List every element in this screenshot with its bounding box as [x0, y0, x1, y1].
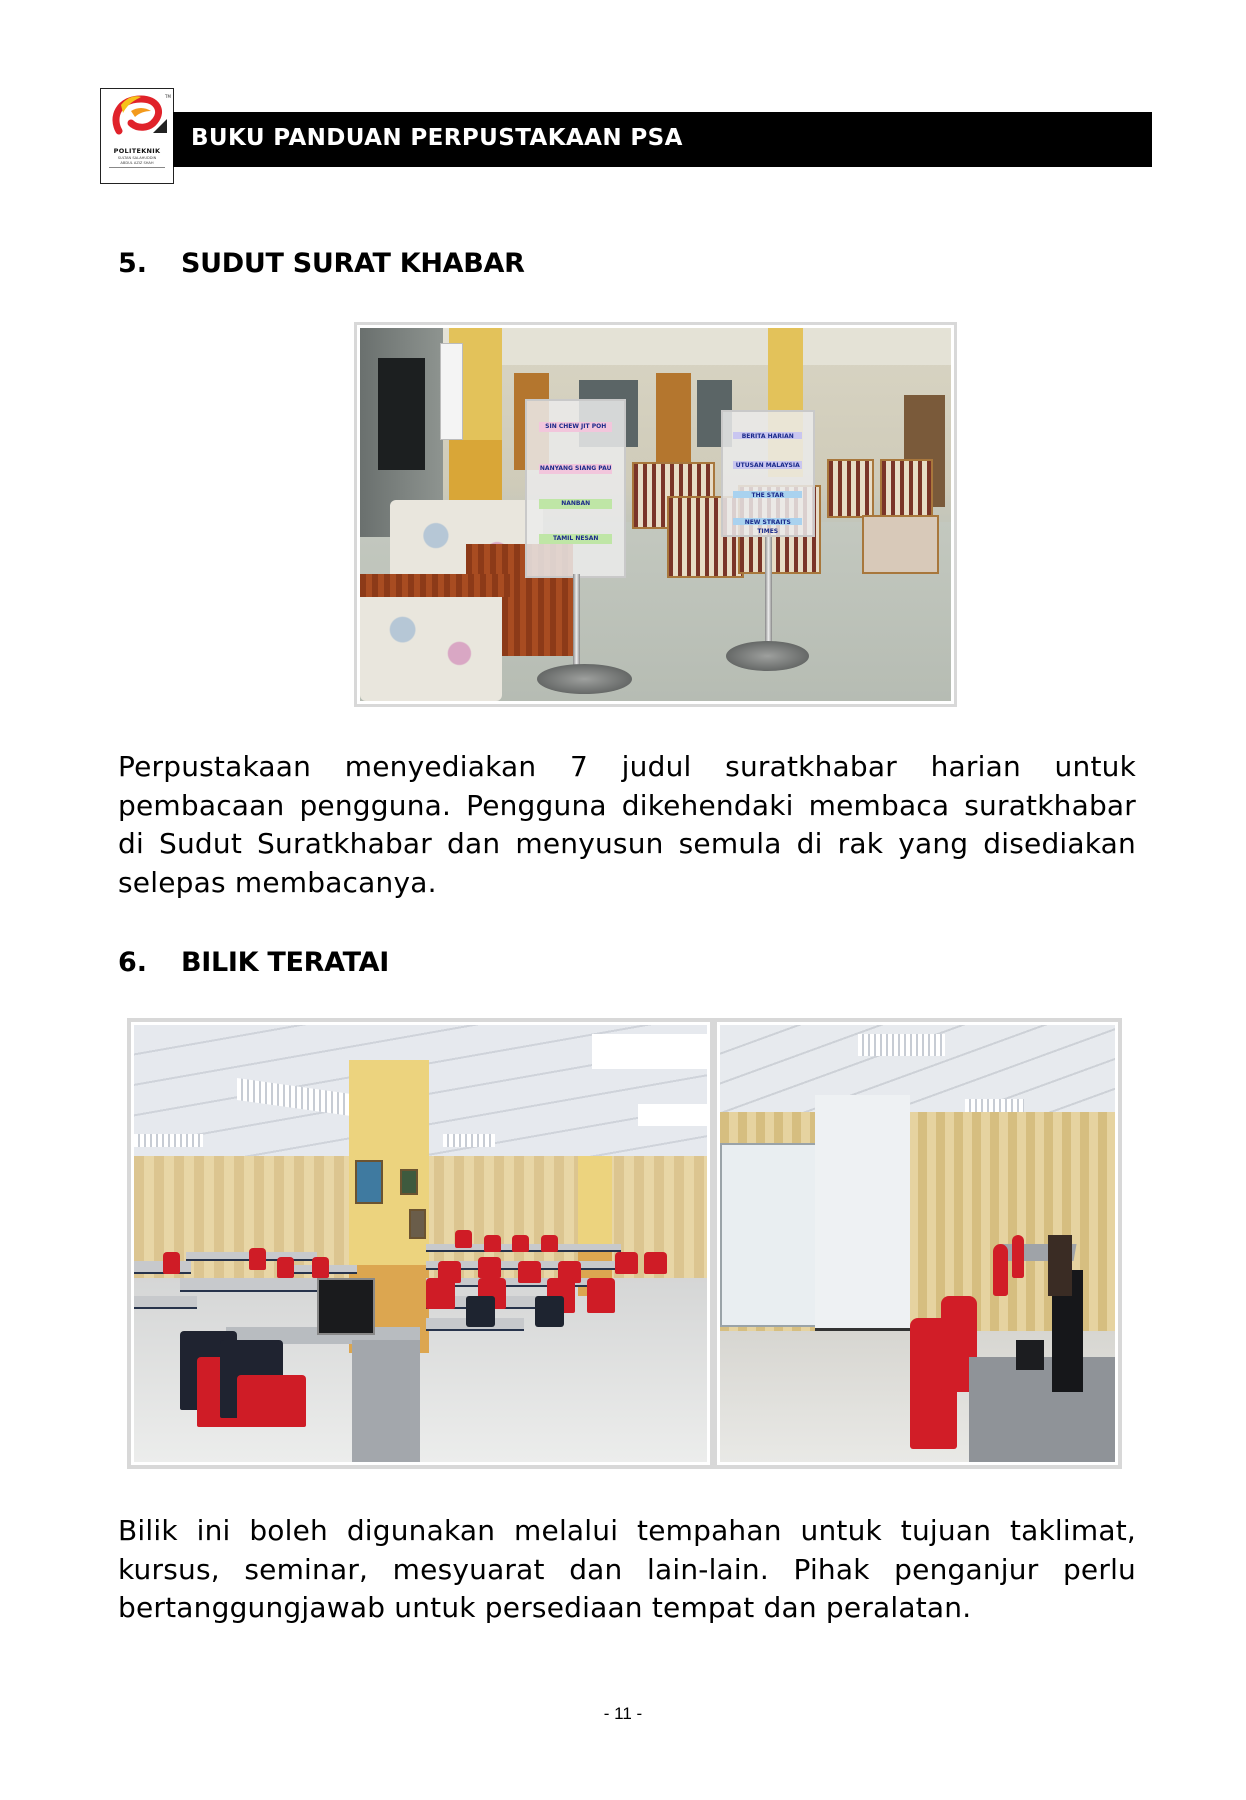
room-front-image [720, 1025, 1115, 1462]
bilik-teratai-description: Bilik ini boleh digunakan melalui tempahan untuk tujuan taklimat, kursus, seminar, mesyuarat dan lain-lain. Pihak penganjur perlu bertanggungjawab untuk persediaan tempat dan peralatan. [118, 1514, 1136, 1625]
rack-label: SIN CHEW JIT POH [539, 422, 612, 433]
rack-label: TAMIL NESAN [539, 534, 612, 545]
rack-label: NANYANG SIANG PAU [539, 464, 612, 475]
newspaper-corner-description: Perpustakaan menyediakan 7 judul suratkhabar harian untuk pembacaan pengguna. Pengguna dikehendaki membaca suratkhabar di Sudut Suratkhabar dan menyusun semula di rak yang disediakan selepas membacanya. [118, 750, 1136, 900]
politeknik-logo-icon [101, 89, 173, 149]
classroom-image [134, 1025, 707, 1462]
section-number: 5. [118, 248, 148, 279]
photo-bilik-teratai-classroom [127, 1018, 714, 1469]
newspaper-rack-left [525, 399, 625, 578]
photo-bilik-teratai-front [713, 1018, 1122, 1469]
newspaper-rack-right [721, 410, 816, 537]
photo-newspaper-corner [354, 322, 957, 707]
header-bar [173, 112, 1152, 167]
rack-label: UTUSAN MALAYSIA [733, 461, 802, 468]
rack-label: BERITA HARIAN [733, 432, 802, 439]
newspaper-corner-image [360, 328, 951, 701]
rack-label: NANBAN [539, 499, 612, 510]
logo-subtitle-2: ABDUL AZIZ SHAH [120, 161, 154, 165]
rack-label: THE STAR [733, 491, 802, 498]
rack-label: NEW STRAITS TIMES [733, 518, 802, 525]
svg-text:TM: TM [165, 94, 171, 99]
politeknik-logo [100, 88, 174, 184]
document-title: BUKU PANDUAN PERPUSTAKAAN PSA [191, 125, 683, 151]
logo-subtitle-1: SULTAN SALAHUDDIN [117, 156, 157, 160]
logo-name: POLITEKNIK [113, 147, 161, 155]
logo-divider [109, 167, 165, 168]
section-title: SUDUT SURAT KHABAR [181, 248, 525, 279]
section-title: BILIK TERATAI [181, 947, 390, 978]
section-number: 6. [118, 947, 148, 978]
page-number: - 11 - [603, 1704, 643, 1723]
